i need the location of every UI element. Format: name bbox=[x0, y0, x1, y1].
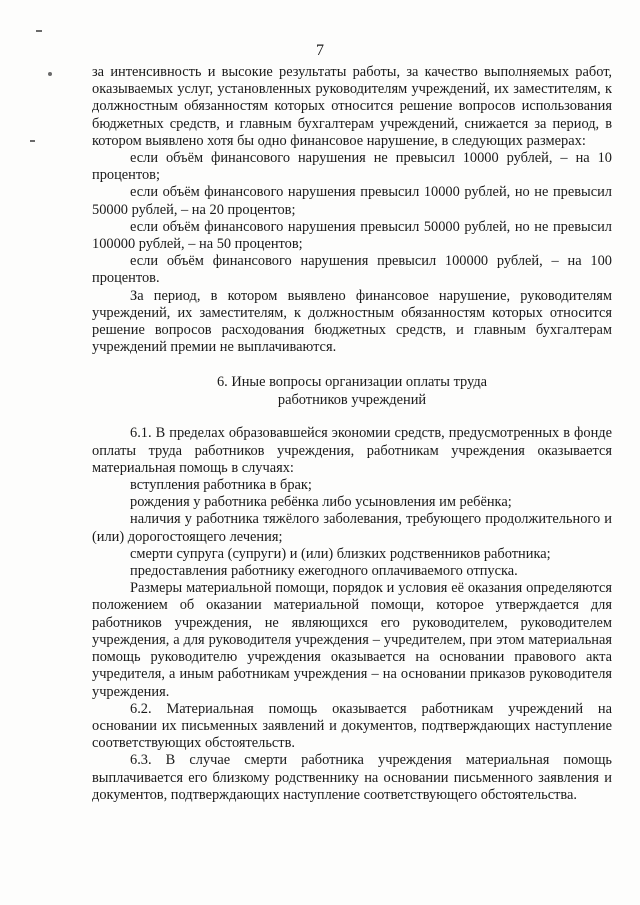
paragraph: за интенсивность и высокие результаты работы, за качество выполняемых работ, оказываемых услуг, установленных руководителям учреждений, их заместителям, к должностным обязанностям которых относится решение вопросов использования бюджетных средств, и главным бухгалтерам учреждений, снижается за период, в котором выявлено хотя бы одно финансовое нарушение, в следующих размерах: bbox=[92, 64, 612, 149]
list-item: если объём финансового нарушения превысил 10000 рублей, но не превысил 50000 рублей, – на 20 процентов; bbox=[92, 184, 612, 218]
paragraph: 6.2. Материальная помощь оказывается работникам учреждений на основании их письменных заявлений и документов, подтверждающих наступление соответствующих обстоятельств. bbox=[92, 700, 612, 752]
list-item: если объём финансового нарушения превысил 100000 рублей, – на 100 процентов. bbox=[92, 253, 612, 287]
scan-mark bbox=[36, 30, 42, 32]
section-heading-line: работников учреждений bbox=[277, 391, 427, 408]
list-item: предоставления работнику ежегодного оплачиваемого отпуска. bbox=[130, 563, 518, 580]
section-heading bbox=[92, 374, 612, 409]
list-item: если объём финансового нарушения превысил 50000 рублей, но не превысил 100000 рублей, – на 50 процентов; bbox=[92, 218, 612, 253]
paragraph: За период, в котором выявлено финансовое нарушение, руководителям учреждений, их заместителям, к должностным обязанностям которых относится решение вопросов расходования бюджетных средств, и главным бухгалтерам учреждений премии не выплачиваются. bbox=[92, 287, 612, 356]
paragraph: 6.1. В пределах образовавшейся экономии средств, предусмотренных в фонде оплаты труда работников учреждения, работникам учреждения оказывается материальная помощь в случаях: bbox=[92, 425, 612, 476]
page-number: 7 bbox=[316, 42, 324, 59]
scan-mark bbox=[30, 140, 35, 142]
list-item: рождения у работника ребёнка либо усыновления им ребёнка; bbox=[130, 494, 512, 511]
paragraph: 6.3. В случае смерти работника учреждения материальная помощь выплачивается его близкому родственнику на основании письменного заявления и документов, подтверждающих наступление соответствующего обстоятельства. bbox=[92, 752, 612, 803]
section-heading-line: 6. Иные вопросы организации оплаты труда bbox=[216, 374, 488, 391]
list-item: смерти супруга (супруги) и (или) близких родственников работника; bbox=[130, 545, 551, 562]
document-body bbox=[92, 64, 612, 804]
paragraph: Размеры материальной помощи, порядок и условия её оказания определяются положением об оказании материальной помощи, которое утверждается для работников учреждения, не являющихся его руководителем, руководителем учреждения, а для руководителя учреждения – учредителем, при этом материальная помощь руководителю учреждения оказывается на основании правового акта учредителя, а иным работникам учреждения – на основании приказов руководителя учреждения. bbox=[92, 580, 612, 700]
list-item: наличия у работника тяжёлого заболевания, требующего продолжительного и (или) дорогостоящего лечения; bbox=[92, 511, 612, 545]
list-item: если объём финансового нарушения не превысил 10000 рублей, – на 10 процентов; bbox=[92, 150, 612, 184]
list-item: вступления работника в брак; bbox=[130, 477, 312, 494]
scan-mark bbox=[48, 72, 52, 76]
